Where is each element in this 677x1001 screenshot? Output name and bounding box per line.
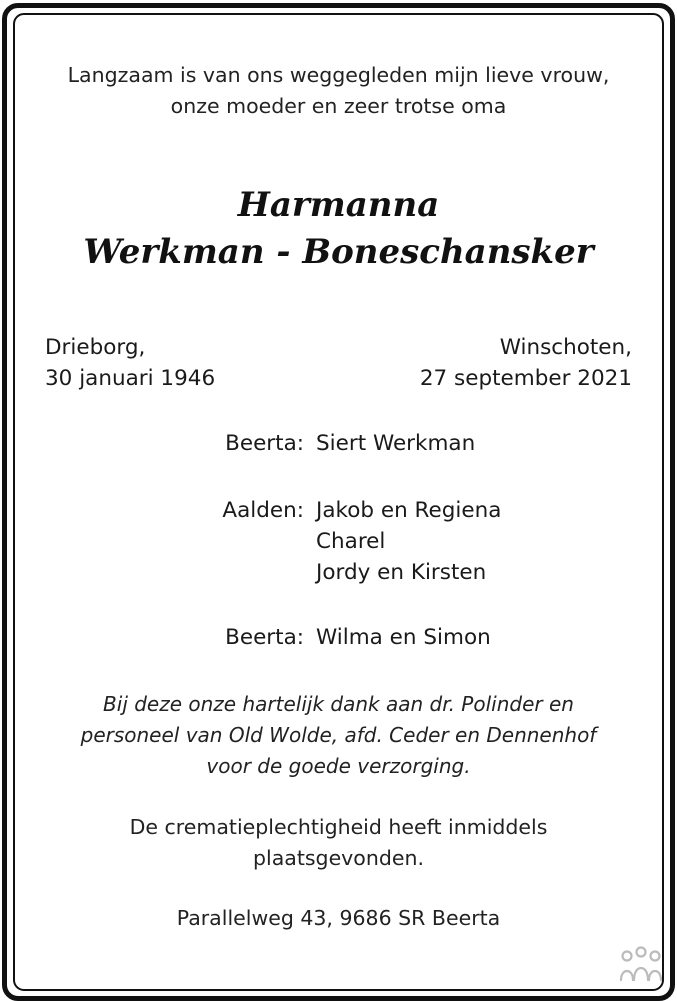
family-location: Aalden:	[222, 498, 304, 523]
death-place: Winschoten,	[499, 335, 632, 360]
thanks-line-1: Bij deze onze hartelijk dank aan dr. Polinder en	[103, 692, 574, 716]
deceased-name	[0, 182, 677, 276]
birth-info	[45, 332, 215, 394]
birth-place: Drieborg,	[45, 335, 146, 360]
thanks-line-3: voor de goede verzorging.	[206, 754, 471, 778]
death-info	[420, 332, 632, 394]
family-names	[316, 428, 475, 459]
family-location: Beerta:	[225, 625, 304, 650]
people-logo-icon	[617, 944, 665, 984]
cremation-line-2: plaatsgevonden.	[253, 846, 424, 870]
intro-text	[0, 60, 677, 122]
address-text: Parallelweg 43, 9686 SR Beerta	[176, 906, 501, 930]
thanks-text	[0, 689, 677, 782]
family-names	[316, 495, 501, 588]
cremation-text	[0, 812, 677, 874]
intro-line-1: Langzaam is van ons weggegleden mijn lieve vrouw,	[67, 63, 610, 87]
family-member: Siert Werkman	[316, 431, 476, 456]
family-member: Jordy en Kirsten	[316, 560, 487, 585]
intro-line-2: onze moeder en zeer trotse oma	[170, 94, 507, 118]
family-location: Beerta:	[225, 431, 304, 456]
birth-date: 30 januari 1946	[45, 366, 216, 391]
family-names	[316, 622, 491, 653]
cremation-line-1: De crematieplechtigheid heeft inmiddels	[129, 815, 548, 839]
family-member: Charel	[316, 529, 386, 554]
deceased-first-name: Harmanna	[237, 185, 440, 225]
family-member: Jakob en Regiena	[316, 498, 502, 523]
family-member: Wilma en Simon	[316, 625, 491, 650]
deceased-surname: Werkman - Boneschansker	[83, 232, 594, 272]
death-date: 27 september 2021	[419, 366, 632, 391]
thanks-line-2: personeel van Old Wolde, afd. Ceder en Dennenhof	[80, 723, 597, 747]
